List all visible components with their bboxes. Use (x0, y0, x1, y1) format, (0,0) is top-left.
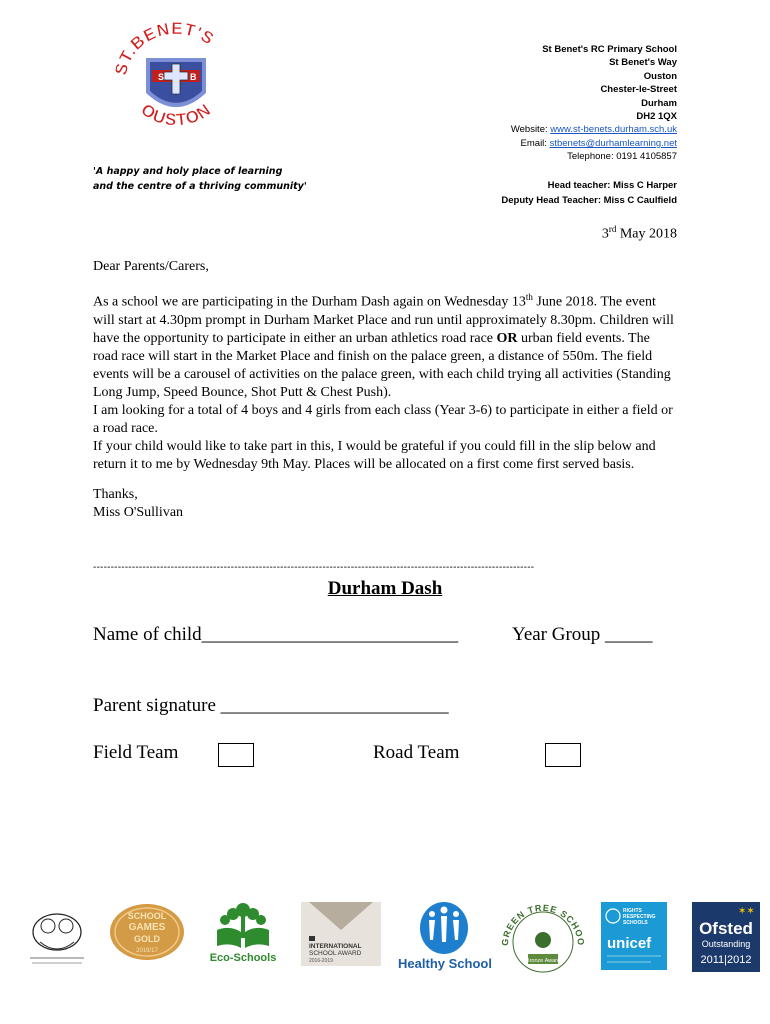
address-line: Ouston (643, 70, 677, 82)
svg-text:Outstanding: Outstanding (701, 939, 751, 949)
svg-text:SCHOOLS: SCHOOLS (623, 920, 648, 926)
website-row (511, 123, 677, 136)
name-of-child-field[interactable]: Name of child___________________________ (93, 624, 459, 645)
road-team-checkbox[interactable] (545, 743, 581, 767)
website-link[interactable]: www.st-benets.durham.sch.uk (550, 124, 677, 136)
svg-text:2016/17: 2016/17 (136, 948, 158, 954)
svg-text:RESPECTING: RESPECTING (623, 914, 656, 920)
healthy-school-logo (396, 900, 494, 972)
ofsted-outstanding-logo (692, 902, 760, 972)
address-line: St Benet's RC Primary School (542, 44, 677, 55)
school-crest-logo (112, 22, 240, 140)
motto-line: and the centre of a thriving community' (93, 181, 307, 192)
svg-text:Ofsted: Ofsted (699, 919, 753, 938)
letter-body (93, 258, 678, 522)
svg-text:SCHOOL: SCHOOL (127, 911, 167, 921)
crest-top-text: ST.BENET'S (112, 22, 218, 77)
crest-letter-s: S (158, 72, 165, 82)
email-label: Email: (520, 137, 547, 149)
email-row (511, 137, 677, 150)
svg-text:2016-2019: 2016-2019 (309, 958, 333, 964)
svg-text:Healthy School: Healthy School (398, 956, 492, 971)
unicef-rights-respecting-logo (601, 902, 667, 970)
svg-text:SCHOOL AWARD: SCHOOL AWARD (309, 950, 362, 957)
svg-text:GOLD: GOLD (134, 934, 160, 944)
crest-letter-b: B (190, 72, 197, 82)
svg-text:GREEN TREE SCHOOL: GREEN TREE SCHOO (499, 902, 587, 947)
green-tree-school-logo (498, 902, 588, 974)
website-label: Website: (510, 124, 548, 136)
salutation: Dear Parents/Carers, (93, 259, 209, 274)
crest-bottom-text: OUSTON (137, 99, 215, 130)
school-games-gold-logo (108, 902, 186, 962)
field-team-checkbox[interactable] (218, 743, 254, 767)
letter-date: 3rd May 2018 (601, 224, 677, 242)
international-school-award-logo (301, 902, 381, 966)
parent-signature-field[interactable]: Parent signature ________________________ (93, 695, 449, 716)
road-team-label: Road Team (373, 742, 460, 763)
head-teacher: Head teacher: Miss C Harper (547, 180, 677, 191)
svg-text:2011|2012: 2011|2012 (700, 954, 752, 966)
svg-text:unicef: unicef (607, 935, 652, 952)
address-line: DH2 1QX (636, 111, 677, 123)
year-group-field[interactable]: Year Group _____ (512, 624, 653, 645)
school-motto (93, 164, 307, 194)
deputy-head-teacher: Deputy Head Teacher: Miss C Caulfield (501, 195, 677, 206)
address-line: Durham (641, 97, 677, 109)
eco-schools-logo (203, 900, 283, 966)
sketch-logo (22, 906, 92, 968)
email-link[interactable]: stbenets@durhamlearning.net (549, 137, 677, 149)
field-team-label: Field Team (93, 742, 179, 763)
signoff-name: Miss O'Sullivan (93, 504, 184, 520)
svg-text:GAMES: GAMES (128, 922, 166, 933)
school-address-block (511, 43, 677, 164)
svg-text:Eco-Schools: Eco-Schools (209, 952, 277, 964)
address-line: St Benet's Way (609, 57, 677, 69)
paragraph-numbers: I am looking for a total of 4 boys and 4 girls from each class (Year 3-6) to participate in either a field or a road race. (93, 402, 673, 436)
closing-thanks: Thanks, (93, 486, 138, 502)
address-line: Chester-le-Street (600, 84, 677, 96)
paragraph-return-slip: If your child would like to take part in this, I would be grateful if you could fill in the slip below and return it to me by Wednesday 9th May. Places will be allocated on a first come first served basis. (93, 438, 656, 472)
svg-text:✶✶: ✶✶ (738, 906, 755, 917)
paragraph-event: As a school we are participating in the Durham Dash again on Wednesday 13th June 2018. The event will start at 4.30pm prompt in Durham Market Place and run until approximately 8.30pm. Children will have the opportunity to participate in either an urban athletics road race OR urban field events. The road race will start in the Market Place and finish on the palace green, a distance of 550m. The field events will be a carousel of activities on the palace green, with each child trying all activities (Standing Long Jump, Speed Bounce, Shot Putt & Chest Push). (93, 292, 674, 400)
telephone: Telephone: 0191 4105857 (567, 151, 677, 163)
svg-text:Bronze Award: Bronze Award (525, 958, 561, 964)
svg-text:INTERNATIONAL: INTERNATIONAL (309, 943, 362, 950)
motto-line: 'A happy and holy place of learning (93, 166, 283, 177)
staff-block (501, 178, 677, 208)
cut-line: ----------------------------------------------------------------------------------------------------------------------------- (93, 562, 535, 573)
svg-text:RIGHTS: RIGHTS (623, 908, 642, 914)
slip-title: Durham Dash (327, 578, 443, 599)
